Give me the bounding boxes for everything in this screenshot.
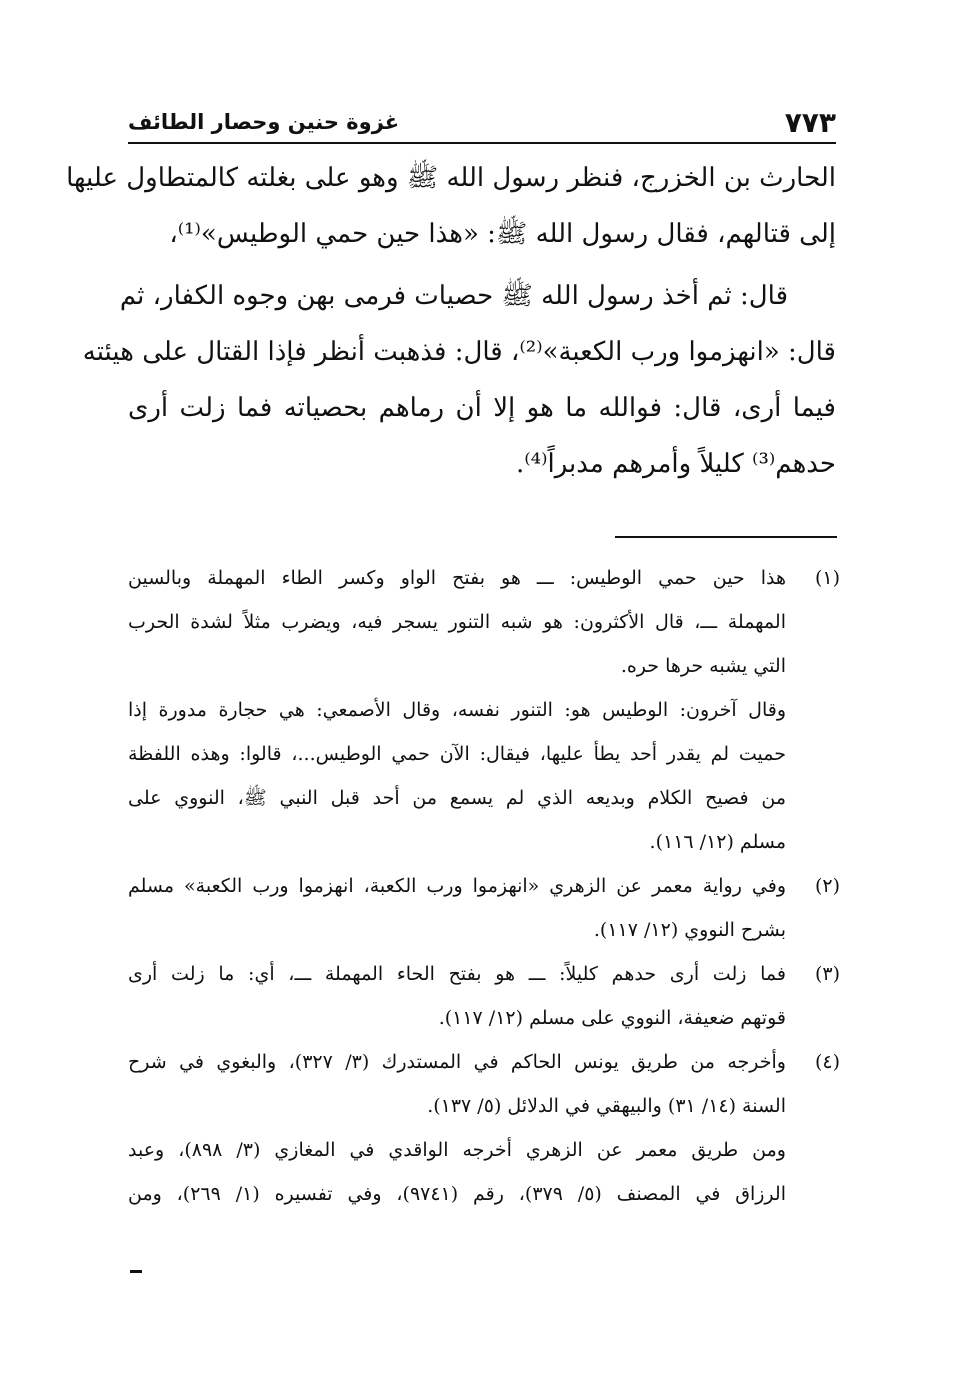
footnote-line: قوتهم ضعيفة، النووي على مسلم (١٢/ ١١٧).: [438, 1007, 786, 1029]
running-title: غزوة حنين وحصار الطائف: [128, 110, 400, 134]
footnote-number: (٣): [814, 963, 840, 985]
body-line: قال: «انهزموا ورب الكعبة»⁽²⁾، قال: فذهبت أنظر فإذا القتال على هيئته: [82, 337, 836, 367]
page-header: [128, 102, 836, 144]
footnote-line: ومن طريق معمر عن الزهري أخرجه الواقدي في المغازي (٣/ ٨٩٨)، وعبد: [128, 1139, 786, 1161]
footnote-line: حميت لم يقدر أحد يطأ عليها، فيقال: الآن حمي الوطيس...، قالوا: وهذه اللفظة: [128, 743, 786, 765]
footnote-separator: [615, 536, 837, 538]
footnote-line: المهملة ـــ، قال الأكثرون: هو شبه التنور يسجر فيه، ويضرب مثلاً لشدة الحرب: [128, 611, 786, 633]
footnote-3: [128, 952, 840, 1040]
footnote-line: وقال آخرون: الوطيس هو: التنور نفسه، وقال الأصمعي: هي حجارة مدورة إذا: [128, 699, 786, 721]
footnotes: [128, 556, 840, 1216]
body-line: فيما أرى، قال: فوالله ما هو إلا أن رماهم بحصياته فما زلت أرى: [128, 393, 836, 423]
body-line: الحارث بن الخزرج، فنظر رسول الله ﷺ وهو على بغلته كالمتطاول عليها: [66, 163, 836, 193]
footnote-1: [128, 556, 840, 688]
continuation-mark: [130, 1270, 142, 1273]
footnote-1-continued: [128, 688, 840, 864]
footnote-2: [128, 864, 840, 952]
footnote-number: (٢): [814, 875, 840, 897]
main-text: [66, 150, 836, 492]
footnote-line: بشرح النووي (١٢/ ١١٧).: [593, 919, 786, 941]
footnote-number: (٤): [814, 1051, 840, 1073]
footnote-number: (١): [814, 567, 840, 589]
body-line: حدهم⁽³⁾ كليلاً وأمرهم مدبراً⁽⁴⁾.: [515, 449, 836, 479]
page-number: ٧٧٣: [784, 106, 836, 139]
footnote-line: هذا حين حمي الوطيس: ـــ هو بفتح الواو وكسر الطاء المهملة وبالسين: [128, 567, 786, 589]
footnote-4: [128, 1040, 840, 1128]
footnote-line: التي يشبه حرها حره.: [620, 655, 786, 677]
body-line: قال: ثم أخذ رسول الله ﷺ حصيات فرمى بهن وجوه الكفار، ثم: [119, 281, 788, 311]
footnote-line: فما زلت أرى حدهم كليلاً: ـــ هو بفتح الحاء المهملة ـــ، أي: ما زلت أرى: [128, 963, 786, 985]
body-line: إلى قتالهم، فقال رسول الله ﷺ: «هذا حين حمي الوطيس»⁽¹⁾،: [169, 219, 836, 249]
footnote-line: مسلم (١٢/ ١١٦).: [649, 831, 786, 853]
footnote-4-continued: [128, 1128, 840, 1216]
footnote-line: السنة (١٤/ ٣١) والبيهقي في الدلائل (٥/ ١٣٧).: [427, 1095, 786, 1117]
footnote-line: وفي رواية معمر عن الزهري «انهزموا ورب الكعبة، انهزموا ورب الكعبة» مسلم: [128, 875, 786, 897]
footnote-line: الرزاق في المصنف (٥/ ٣٧٩)، رقم (٩٧٤١)، وفي تفسيره (١/ ٢٦٩)، ومن: [128, 1183, 786, 1205]
footnote-line: وأخرجه من طريق يونس الحاكم في المستدرك (٣/ ٣٢٧)، والبغوي في شرح: [128, 1051, 786, 1073]
footnote-line: من فصيح الكلام وبديعه الذي لم يسمع من أحد قبل النبي ﷺ، النووي على: [128, 787, 786, 809]
